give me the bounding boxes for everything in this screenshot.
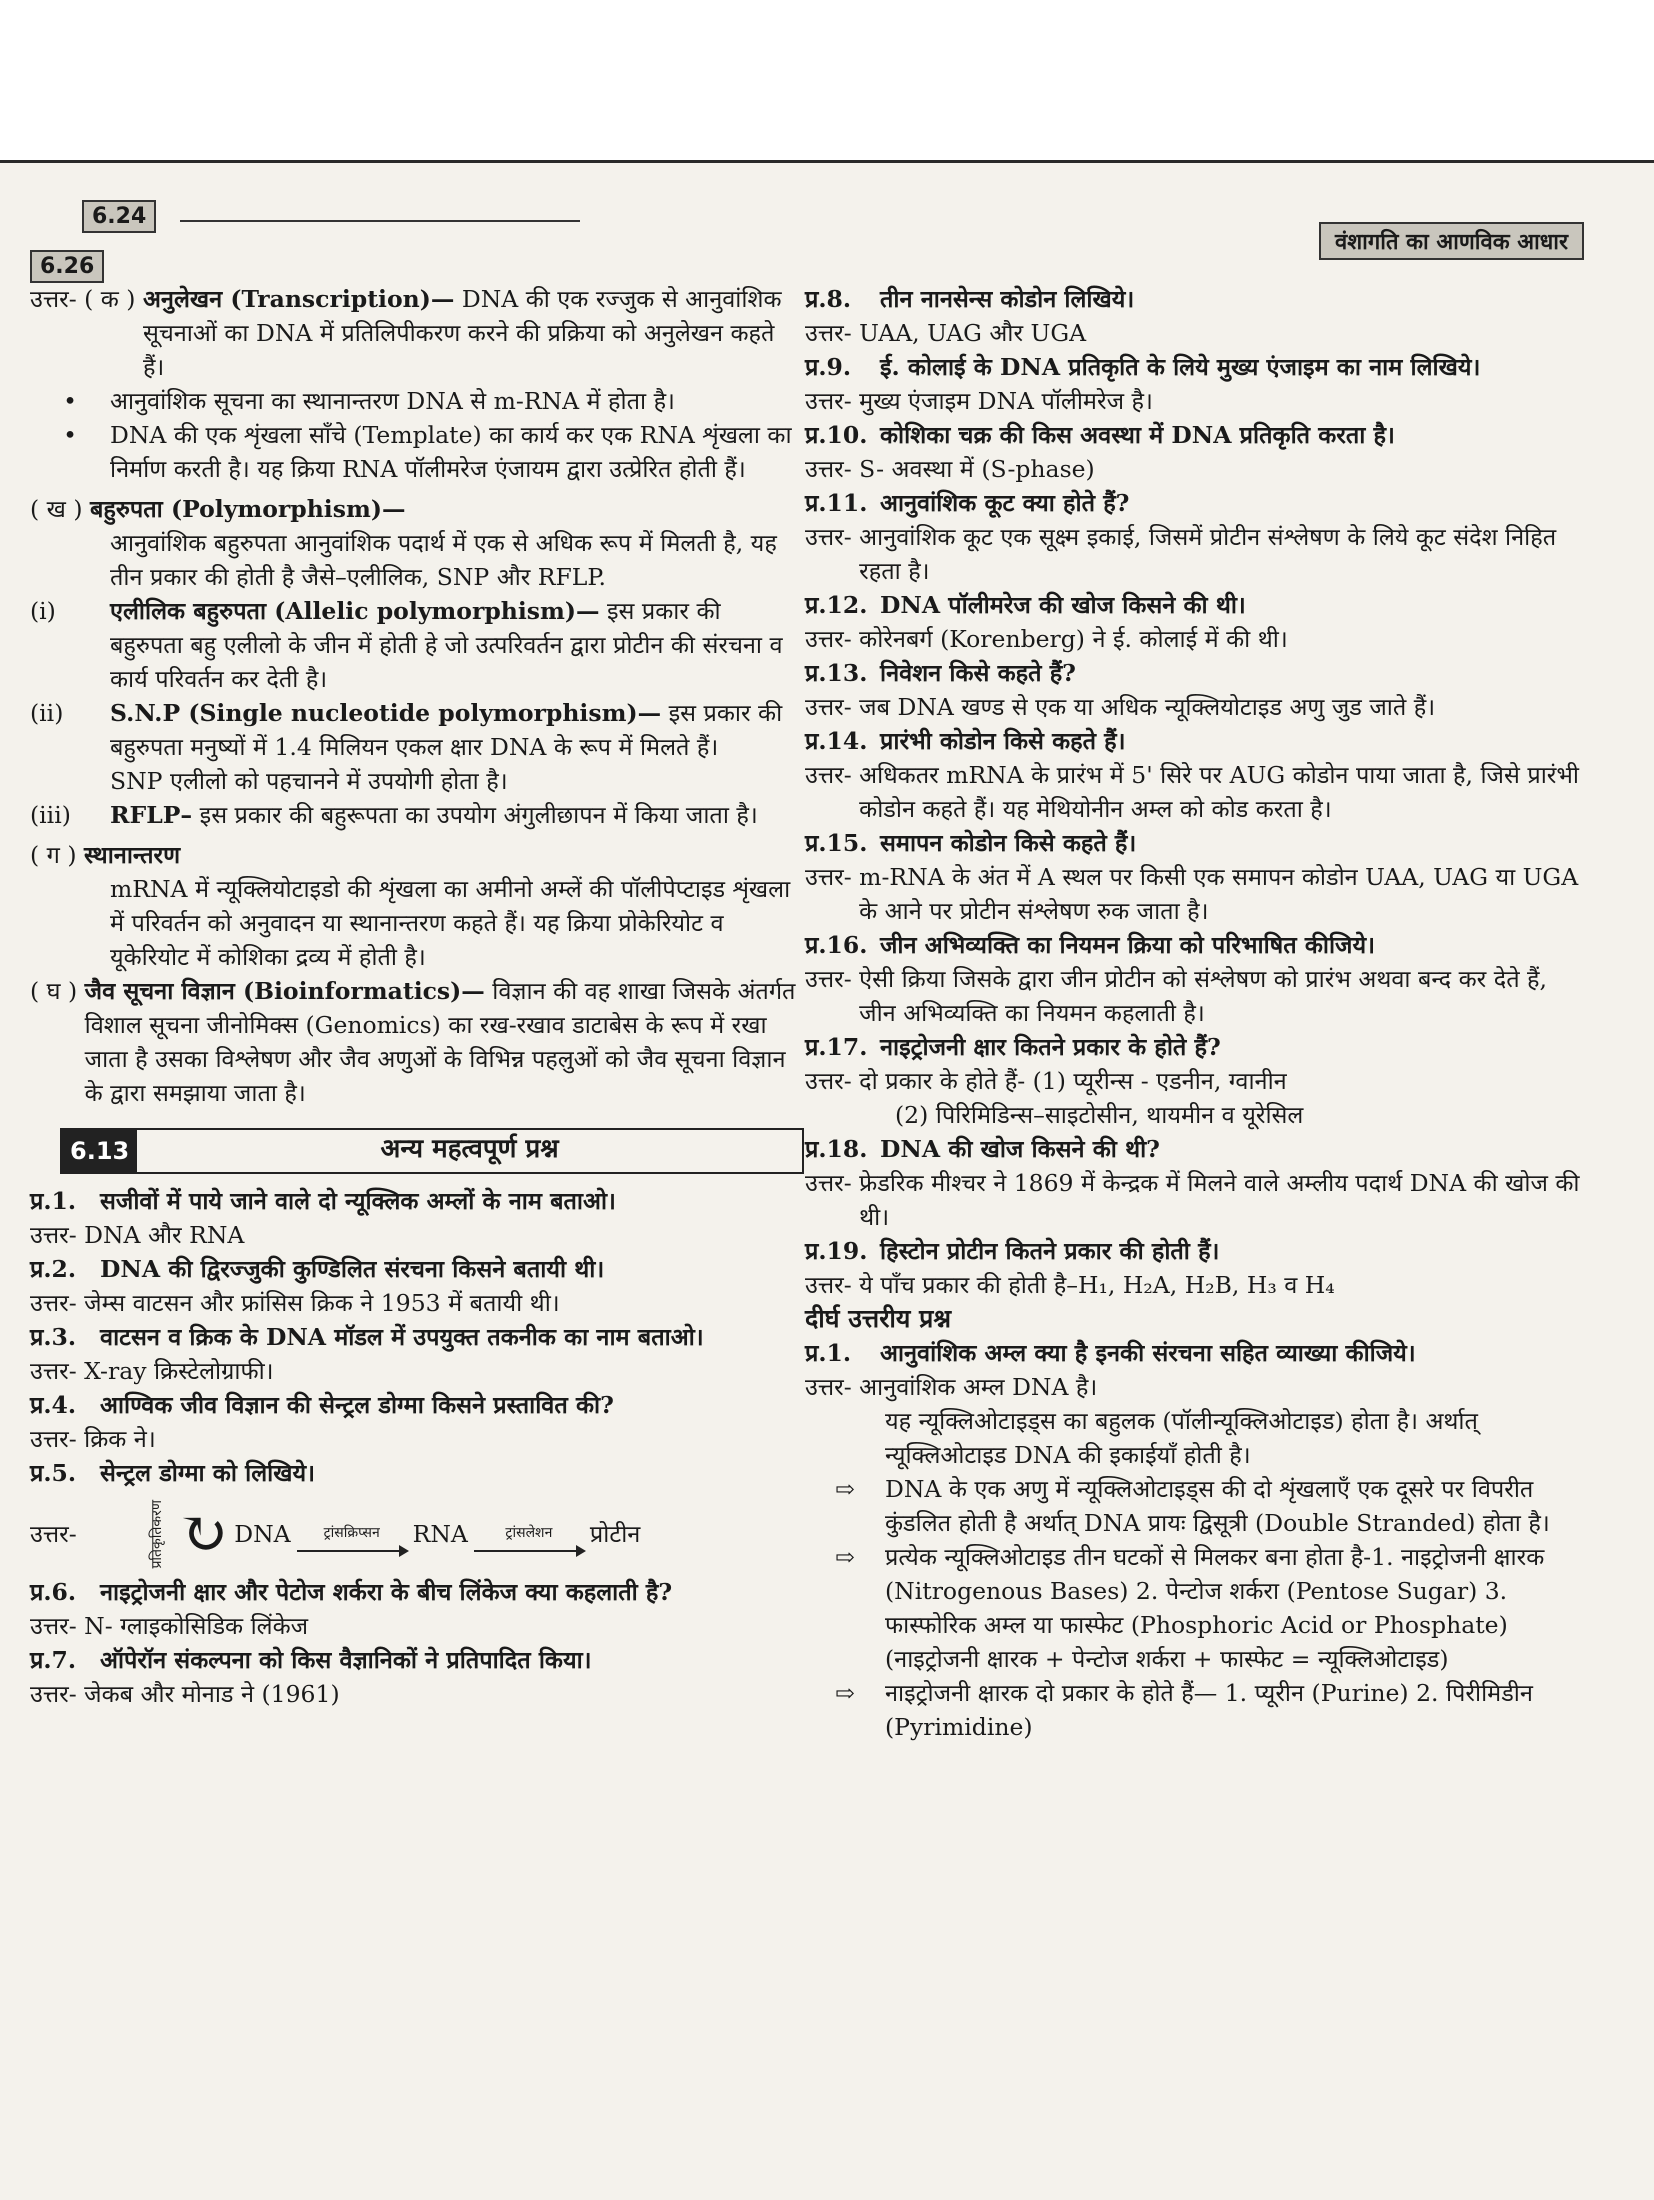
answer: उत्तर- जब DNA खण्ड से एक या अधिक न्यूक्लियोटाइड अणु जुड जाते हैं।: [805, 693, 1436, 721]
answer: उत्तर- आनुवांशिक कूट एक सूक्ष्म इकाई, जिसमें प्रोटीन संश्लेषण के लिये कूट संदेश निहित रहता है।: [805, 523, 1557, 585]
section-number: 6.13: [62, 1130, 137, 1172]
term-transcription: अनुलेखन (Transcription)—: [142, 285, 455, 313]
scan-top-margin: [0, 0, 1654, 163]
answer: उत्तर- DNA और RNA: [30, 1221, 245, 1249]
answer-text: mRNA में न्यूक्लियोटाइडो की शृंखला का अमीनो अम्लें की पॉलीपेप्टाइड शृंखला में परिवर्तन को अनुवादन या स्थानान्तरण कहते हैं। यह क्रिया प्रोकेरियोट व यूकेरियोट में कोशिका द्रव्य में होती है।: [110, 875, 791, 971]
answer-label: उत्तर- ( क ): [30, 285, 136, 313]
answer: उत्तर- क्रिक ने।: [30, 1425, 156, 1453]
question: प्र.13. निवेशन किसे कहते हैं?: [805, 659, 1076, 687]
right-column: [805, 282, 1585, 1744]
question: प्र.1. सजीवों में पाये जाने वाले दो न्यूक्लिक अम्लों के नाम बताओ।: [30, 1187, 616, 1215]
question: प्र.14. प्रारंभी कोडोन किसे कहते हैं।: [805, 727, 1126, 755]
question: प्र.18. DNA की खोज किसने की थी?: [805, 1135, 1160, 1163]
section-header: [60, 1128, 804, 1174]
question: प्र.15. समापन कोडोन किसे कहते हैं।: [805, 829, 1137, 857]
question: प्र.12. DNA पॉलीमरेज की खोज किसने की थी।: [805, 591, 1246, 619]
list-item: (ii) S.N.P (Single nucleotide polymorphism)— इस प्रकार की बहुरुपता मनुष्यों में 1.4 मिलियन एकल क्षार DNA के रूप में मिलते हैं।: [30, 699, 783, 761]
transcription-arrow: ट्रांसक्रिप्सन: [297, 1516, 407, 1552]
question: प्र.5. सेन्ट्रल डोग्मा को लिखिये।: [30, 1459, 315, 1487]
dogma-rna: RNA: [412, 1520, 468, 1549]
answer-text: DNA की एक रज्जुक से आनुवांशिक सूचनाओं का DNA में प्रतिलिपीकरण करने की प्रक्रिया को अनुलेखन कहते हैं।: [142, 285, 782, 381]
header-rule: [180, 220, 580, 222]
page-number-top: 6.24: [82, 200, 156, 233]
answer-continuation: यह न्यूक्लिओटाइड्स का बहुलक (पॉलीन्यूक्लिओटाइड) होता है। अर्थात् न्यूक्लिओटाइड DNA की इकाईयाँ होती है।: [885, 1407, 1478, 1469]
arrow-icon: ⇨: [835, 1543, 855, 1571]
question: प्र.19. हिस्टोन प्रोटीन कितने प्रकार की होती हैं।: [805, 1237, 1220, 1265]
question: प्र.2. DNA की द्विरज्जुकी कुण्डिलित संरचना किसने बतायी थी।: [30, 1255, 605, 1283]
question: प्र.8. तीन नानसेन्स कोडोन लिखिये।: [805, 285, 1135, 313]
answer: उत्तर- ऐसी क्रिया जिसके द्वारा जीन प्रोटीन को संश्लेषण को प्रारंभ अथवा बन्द कर देते हैं, जीन अभिव्यक्ति का नियमन कहलाती है।: [805, 965, 1548, 1027]
list-item: (i) एलीलिक बहुरुपता (Allelic polymorphism)— इस प्रकार की बहुरुपता बहु एलीलो के जीन में होती हे जो उत्परिवर्तन द्वारा प्रोटीन की संरचना व कार्य परिवर्तन कर देती है।: [30, 597, 783, 693]
replication-loop-icon: ↻: [178, 1499, 229, 1570]
term-translation: स्थानान्तरण: [84, 841, 181, 869]
bullet-item: • DNA की एक शृंखला साँचे (Template) का कार्य कर एक RNA शृंखला का निर्माण करती है। यह क्रिया RNA पॉलीमरेज एंजायम द्वारा उत्प्रेरित होती हैं।: [63, 421, 792, 483]
bullet-item: • आनुवांशिक सूचना का स्थानान्तरण DNA से m-RNA में होता है।: [63, 387, 675, 415]
term-bioinformatics: जैव सूचना विज्ञान (Bioinformatics)—: [84, 977, 485, 1005]
question: प्र.6. नाइट्रोजनी क्षार और पेटोज शर्करा के बीच लिंकेज क्या कहलाती है?: [30, 1577, 673, 1606]
answer: उत्तर- जेकब और मोनाड ने (1961): [30, 1679, 340, 1708]
answer-label: उत्तर-: [30, 1520, 77, 1549]
answer-text: आनुवांशिक बहुरुपता आनुवांशिक पदार्थ में एक से अधिक रूप में मिलती है, यह तीन प्रकार की होती है जैसे–एलीलिक, SNP और RFLP.: [110, 529, 777, 591]
answer-gha: ( घ ) जैव सूचना विज्ञान (Bioinformatics)— विज्ञान की वह शाखा जिसके अंतर्गत विशाल सूचना जीनोमिक्स (Genomics) का रख-रखाव डाटाबेस के रूप में रखा जाता है उसका विश्लेषण और जैव अणुओं के विभिन्न पहलुओं को जैव सूचना विज्ञान के द्वारा समझाया जाता है।: [30, 977, 796, 1107]
page-number-side: 6.26: [30, 250, 104, 283]
running-head: वंशागति का आणविक आधार: [1319, 222, 1584, 260]
question: प्र.10. कोशिका चक्र की किस अवस्था में DNA प्रतिकृति करता है।: [805, 421, 1395, 449]
question: प्र.9. ई. कोलाई के DNA प्रतिकृति के लिये मुख्य एंजाइम का नाम लिखिये।: [805, 353, 1481, 381]
question: प्र.4. आण्विक जीव विज्ञान की सेन्ट्रल डोग्मा किसने प्रस्तावित की?: [30, 1391, 614, 1419]
arrow-icon: ⇨: [835, 1679, 855, 1707]
dogma-protein: प्रोटीन: [589, 1520, 641, 1549]
point-item: ⇨ नाइट्रोजनी क्षारक दो प्रकार के होते हैं— 1. प्यूरीन (Purine) 2. पिरीमिडीन (Pyrimidine): [805, 1676, 1585, 1744]
list-item-extra: SNP एलीलो को पहचानने में उपयोगी होता है।: [110, 767, 508, 795]
list-item: (iii) RFLP– इस प्रकार की बहुरूपता का उपयोग अंगुलीछापन में किया जाता है।: [30, 801, 758, 829]
point-item: ⇨ प्रत्येक न्यूक्लिओटाइड तीन घटकों से मिलकर बना होता है-1. नाइट्रोजनी क्षारक (Nitrogenous Bases) 2. पेन्टोज शर्करा (Pentose Sugar) 3. फास्फोरिक अम्ल या फास्फेट (Phosphoric Acid or Phosphate): [805, 1540, 1585, 1642]
answer: उत्तर- UAA, UAG और UGA: [805, 319, 1087, 347]
term-polymorphism: बहुरुपता (Polymorphism)—: [89, 495, 406, 523]
answer: उत्तर- आनुवांशिक अम्ल DNA है।: [805, 1373, 1098, 1401]
formula: (नाइट्रोजनी क्षारक + पेन्टोज शर्करा + फास्फेट = न्यूक्लिओटाइड): [885, 1645, 1449, 1673]
central-dogma-diagram: [30, 1500, 800, 1569]
question: प्र.3. वाटसन व क्रिक के DNA मॉडल में उपयुक्त तकनीक का नाम बताओ।: [30, 1323, 704, 1351]
answer-ka: [30, 282, 800, 384]
translation-arrow: ट्रांसलेशन: [474, 1516, 584, 1552]
answer: उत्तर- अधिकतर mRNA के प्रारंभ में 5' सिरे पर AUG कोडोन पाया जाता है, जिसे प्रारंभी कोडोन कहते हैं। यह मेथियोनीन अम्ल को कोड करता है।: [805, 761, 1580, 823]
answer-continuation: (2) पिरिमिडिन्स–साइटोसीन, थायमीन व यूरेसिल: [895, 1101, 1304, 1129]
question: प्र.1. आनुवांशिक अम्ल क्या है इनकी संरचना सहित व्याख्या कीजिये।: [805, 1339, 1416, 1367]
point-item: ⇨ DNA के एक अणु में न्यूक्लिओटाइड्स की दो शृंखलाएँ एक दूसरे पर विपरीत कुंडलित होती है अर्थात् DNA प्रायः द्विसूत्री (Double Stranded) होता है।: [805, 1472, 1585, 1540]
answer: उत्तर- कोरेनबर्ग (Korenberg) ने ई. कोलाई में की थी।: [805, 625, 1288, 653]
answer: उत्तर- दो प्रकार के होते हैं- (1) प्यूरीन्स - एडनीन, ग्वानीन: [805, 1067, 1287, 1095]
answer: उत्तर- N- ग्लाइकोसिडिक लिंकेज: [30, 1611, 309, 1640]
answer: उत्तर- m-RNA के अंत में A स्थल पर किसी एक समापन कोडोन UAA, UAG या UGA के आने पर प्रोटीन संश्लेषण रुक जाता है।: [805, 863, 1579, 925]
answer: उत्तर- ये पाँच प्रकार की होती है–H₁, H₂A, H₂B, H₃ व H₄: [805, 1271, 1335, 1299]
answer: उत्तर- मुख्य एंजाइम DNA पॉलीमरेज है।: [805, 387, 1153, 415]
question: प्र.16. जीन अभिव्यक्ति का नियमन क्रिया को परिभाषित कीजिये।: [805, 931, 1376, 959]
section-title: अन्य महत्वपूर्ण प्रश्न: [380, 1134, 559, 1164]
answer: उत्तर- फ्रेडरिक मीश्चर ने 1869 में केन्द्रक में मिलने वाले अम्लीय पदार्थ DNA की खोज की थी।: [805, 1169, 1580, 1231]
answer: उत्तर- X-ray क्रिस्टेलोग्राफी।: [30, 1357, 274, 1385]
question: प्र.17. नाइट्रोजनी क्षार कितने प्रकार के होते हैं?: [805, 1033, 1221, 1061]
answer: उत्तर- जेम्स वाटसन और फ्रांसिस क्रिक ने 1953 में बतायी थी।: [30, 1289, 560, 1317]
answer: उत्तर- S- अवस्था में (S-phase): [805, 455, 1095, 483]
left-column: [30, 282, 800, 1711]
dogma-dna: DNA: [234, 1520, 291, 1549]
answer-kha: ( ख ) बहुरुपता (Polymorphism)—: [30, 492, 800, 526]
long-answer-heading: दीर्घ उत्तरीय प्रश्न: [805, 1304, 952, 1333]
arrow-icon: ⇨: [835, 1475, 855, 1503]
question: प्र.11. आनुवांशिक कूट क्या होते हैं?: [805, 489, 1130, 517]
question: प्र.7. ऑपेरॉन संकल्पना को किस वैज्ञानिकों ने प्रतिपादित किया।: [30, 1645, 592, 1674]
replication-label: प्रतिकृतिकरण: [149, 1500, 165, 1569]
answer-ga: ( ग ) स्थानान्तरण: [30, 838, 800, 872]
